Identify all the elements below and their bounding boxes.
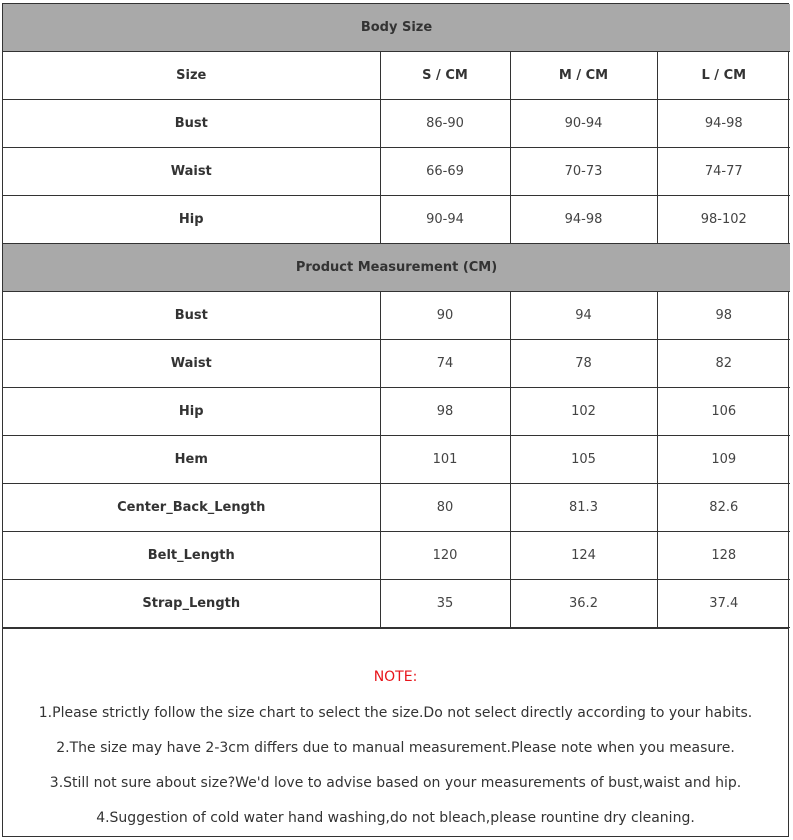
cell-m: 70-73: [510, 148, 657, 196]
row-label: Center_Back_Length: [3, 484, 380, 532]
product-section-row: [3, 244, 790, 292]
cell-s: 90-94: [380, 196, 510, 244]
row-label: Hem: [3, 436, 380, 484]
cell-s: 90: [380, 292, 510, 340]
column-header-m: M / CM: [510, 52, 657, 100]
cell-s: 35: [380, 580, 510, 628]
cell-m: 94: [510, 292, 657, 340]
cell-m: 36.2: [510, 580, 657, 628]
table-row: [3, 436, 790, 484]
column-header-size: Size: [3, 52, 380, 100]
row-label: Hip: [3, 388, 380, 436]
table-row: [3, 484, 790, 532]
size-chart: [2, 3, 789, 837]
body-size-section-row: [3, 4, 790, 52]
table-row: [3, 388, 790, 436]
cell-l: 98: [657, 292, 790, 340]
product-measurement-title: Product Measurement (CM): [3, 244, 790, 292]
row-label: Belt_Length: [3, 532, 380, 580]
cell-s: 74: [380, 340, 510, 388]
table-row: [3, 148, 790, 196]
notes-section: [3, 628, 788, 836]
cell-l: 98-102: [657, 196, 790, 244]
row-label: Strap_Length: [3, 580, 380, 628]
cell-l: 37.4: [657, 580, 790, 628]
cell-l: 82: [657, 340, 790, 388]
cell-l: 94-98: [657, 100, 790, 148]
cell-s: 86-90: [380, 100, 510, 148]
table-row: [3, 340, 790, 388]
row-label: Hip: [3, 196, 380, 244]
note-line: 1.Please strictly follow the size chart to select the size.Do not select directly according to your habits.: [38, 705, 753, 721]
note-line: 3.Still not sure about size?We'd love to advise based on your measurements of bust,waist and hip.: [49, 775, 742, 791]
note-line: 4.Suggestion of cold water hand washing,do not bleach,please rountine dry cleaning.: [96, 810, 695, 826]
row-label: Waist: [3, 340, 380, 388]
row-label: Waist: [3, 148, 380, 196]
column-header-s: S / CM: [380, 52, 510, 100]
cell-l: 106: [657, 388, 790, 436]
row-label: Bust: [3, 292, 380, 340]
row-label: Bust: [3, 100, 380, 148]
body-size-title: Body Size: [3, 4, 790, 52]
size-table: [3, 4, 790, 628]
cell-m: 94-98: [510, 196, 657, 244]
note-line: 2.The size may have 2-3cm differs due to manual measurement.Please note when you measure.: [56, 740, 735, 756]
table-row: [3, 532, 790, 580]
cell-l: 109: [657, 436, 790, 484]
table-row: [3, 100, 790, 148]
table-header-row: [3, 52, 790, 100]
cell-s: 80: [380, 484, 510, 532]
cell-s: 98: [380, 388, 510, 436]
cell-m: 81.3: [510, 484, 657, 532]
table-row: [3, 292, 790, 340]
table-row: [3, 580, 790, 628]
cell-m: 90-94: [510, 100, 657, 148]
table-row: [3, 196, 790, 244]
note-list: [3, 696, 788, 836]
cell-m: 102: [510, 388, 657, 436]
cell-m: 124: [510, 532, 657, 580]
cell-l: 82.6: [657, 484, 790, 532]
cell-s: 101: [380, 436, 510, 484]
cell-l: 74-77: [657, 148, 790, 196]
cell-m: 105: [510, 436, 657, 484]
cell-s: 120: [380, 532, 510, 580]
note-title: NOTE:: [373, 669, 418, 685]
cell-s: 66-69: [380, 148, 510, 196]
column-header-l: L / CM: [657, 52, 790, 100]
cell-m: 78: [510, 340, 657, 388]
cell-l: 128: [657, 532, 790, 580]
